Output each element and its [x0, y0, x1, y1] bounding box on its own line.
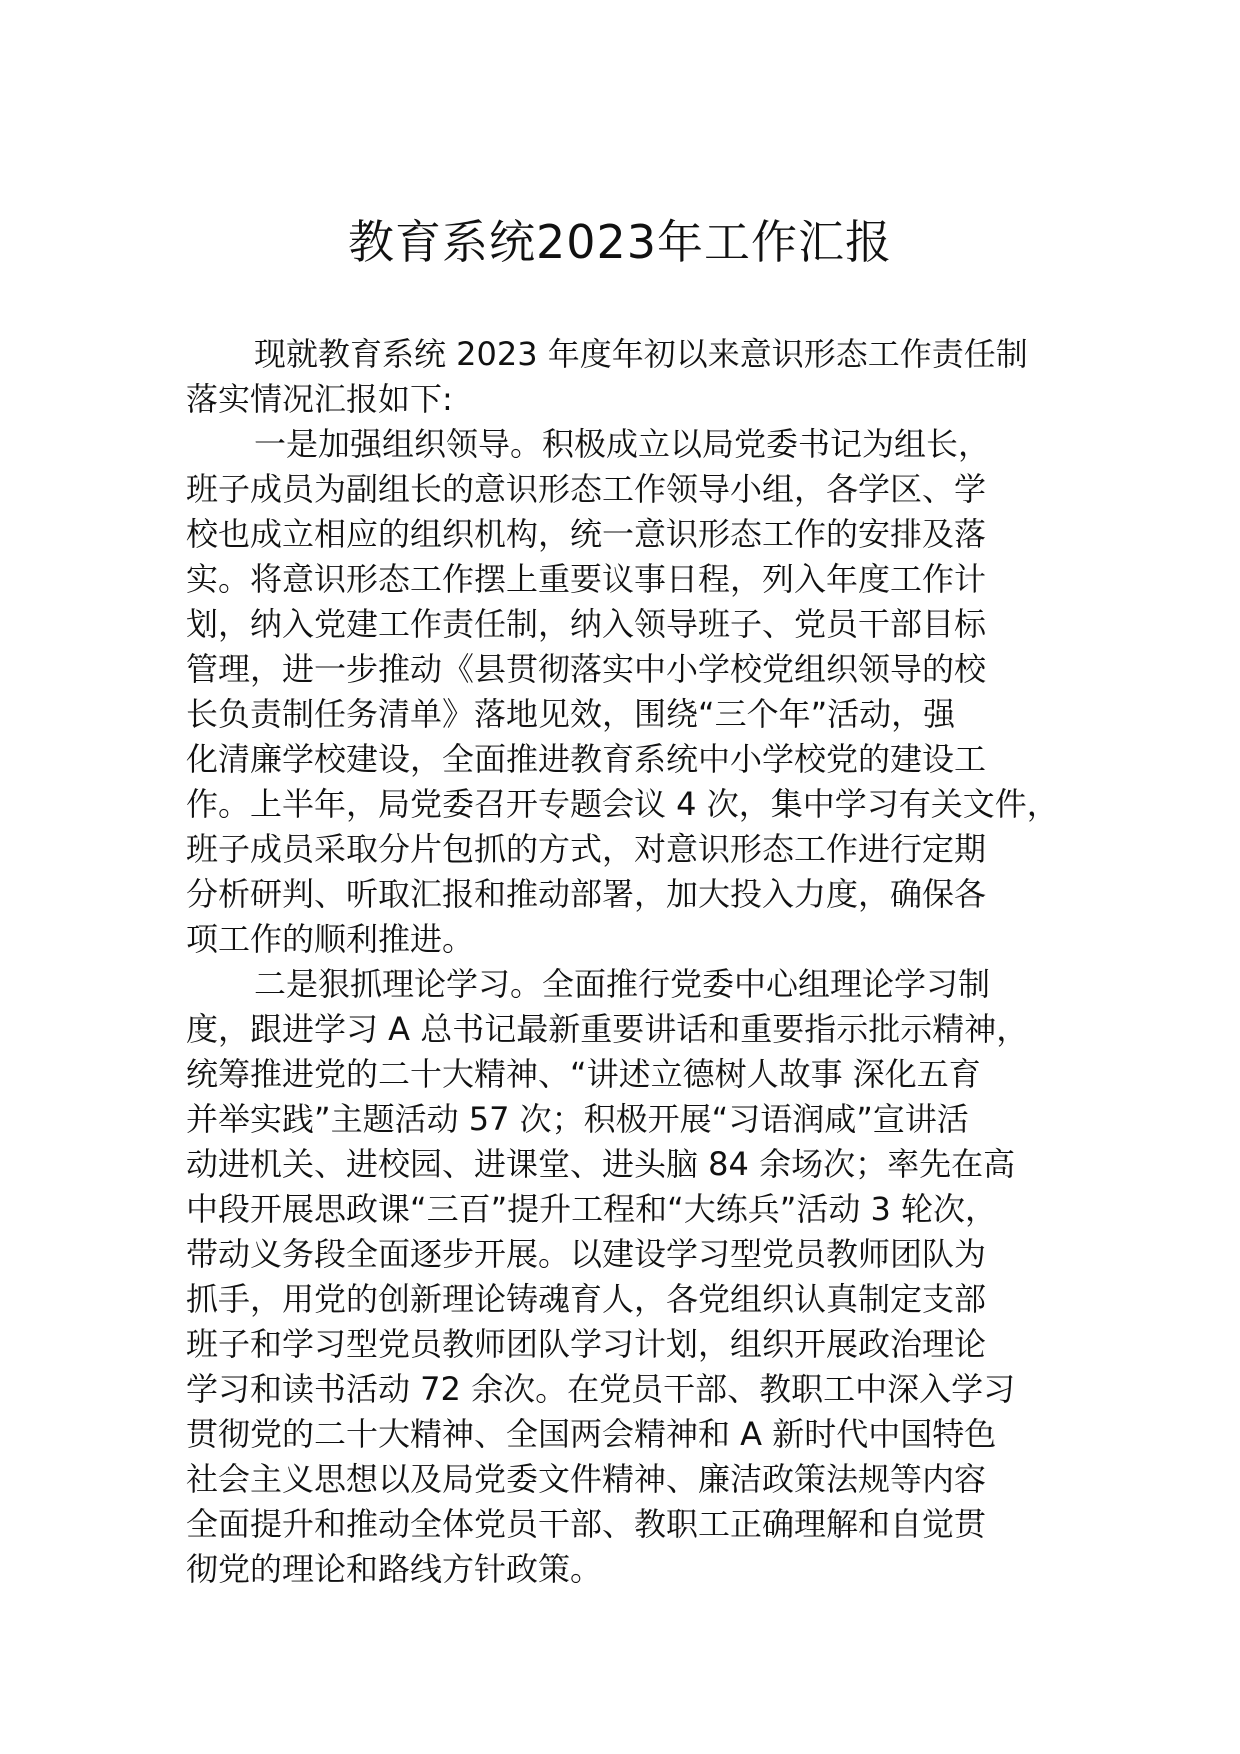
- text-line: 长负责制任务清单》落地见效，围绕“三个年”活动，强: [186, 695, 956, 733]
- document-body: [186, 332, 1078, 1592]
- document-title: 教育系统2023年工作汇报: [347, 215, 893, 269]
- text-line: 贯彻党的二十大精神、全国两会精神和 A 新时代中国特色: [186, 1415, 997, 1453]
- text-line: 现就教育系统 2023 年度年初以来意识形态工作责任制: [254, 335, 1028, 373]
- text-line: 彻党的理论和路线方针政策。: [186, 1550, 603, 1588]
- text-line: 班子成员采取分片包抓的方式，对意识形态工作进行定期: [186, 830, 987, 868]
- paragraph-theory-study: [186, 962, 1078, 1592]
- text-line: 社会主义思想以及局党委文件精神、廉洁政策法规等内容: [186, 1460, 987, 1498]
- text-line: 抓手，用党的创新理论铸魂育人，各党组织认真制定支部: [186, 1280, 987, 1318]
- text-line: 管理，进一步推动《县贯彻落实中小学校党组织领导的校: [186, 650, 987, 688]
- text-line: 班子成员为副组长的意识形态工作领导小组，各学区、学: [186, 470, 987, 508]
- text-line: 带动义务段全面逐步开展。以建设学习型党员教师团队为: [186, 1235, 987, 1273]
- text-line: 划，纳入党建工作责任制，纳入领导班子、党员干部目标: [186, 605, 987, 643]
- text-line: 全面提升和推动全体党员干部、教职工正确理解和自觉贯: [186, 1505, 987, 1543]
- text-line: 一是加强组织领导。积极成立以局党委书记为组长，: [254, 425, 991, 463]
- text-line: 项工作的顺利推进。: [186, 920, 475, 958]
- text-line: 统筹推进党的二十大精神、“讲述立德树人故事 深化五育: [186, 1055, 981, 1093]
- text-line: 学习和读书活动 72 余次。在党员干部、教职工中深入学习: [186, 1370, 1016, 1408]
- text-line: 化清廉学校建设，全面推进教育系统中小学校党的建设工: [186, 740, 987, 778]
- text-line: 校也成立相应的组织机构，统一意识形态工作的安排及落: [186, 515, 987, 553]
- text-line: 并举实践”主题活动 57 次；积极开展“习语润咸”宣讲活: [186, 1100, 969, 1138]
- text-line: 班子和学习型党员教师团队学习计划，组织开展政治理论: [186, 1325, 987, 1363]
- text-line: 度，跟进学习 A 总书记最新重要讲话和重要指示批示精神，: [186, 1010, 1029, 1048]
- text-line: 作。上半年，局党委召开专题会议 4 次，集中学习有关文件，: [186, 785, 1059, 823]
- text-line: 动进机关、进校园、进课堂、进头脑 84 余场次；率先在高: [186, 1145, 1016, 1183]
- paragraph-organization-leadership: [186, 422, 1078, 962]
- text-line: 分析研判、听取汇报和推动部署，加大投入力度，确保各: [186, 875, 987, 913]
- text-line: 落实情况汇报如下:: [186, 380, 453, 418]
- text-line: 二是狠抓理论学习。全面推行党委中心组理论学习制: [254, 965, 991, 1003]
- text-line: 实。将意识形态工作摆上重要议事日程，列入年度工作计: [186, 560, 987, 598]
- paragraph-intro: [186, 332, 1078, 422]
- text-line: 中段开展思政课“三百”提升工程和“大练兵”活动 3 轮次，: [186, 1190, 998, 1228]
